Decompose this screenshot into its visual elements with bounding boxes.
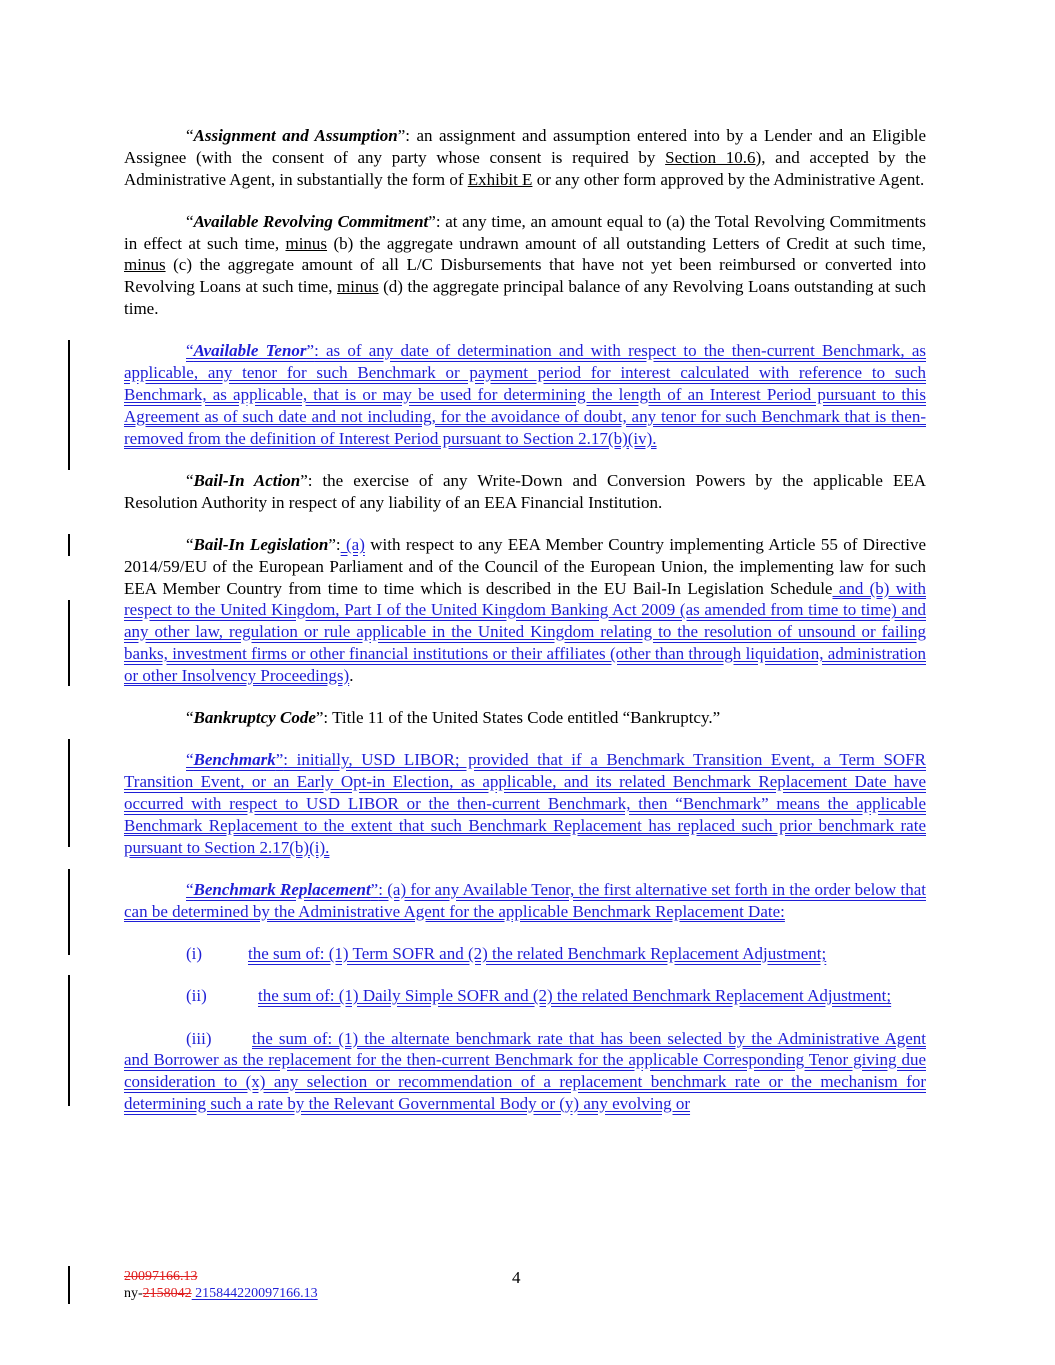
defined-term: Benchmark: [193, 750, 276, 770]
definition-available-revolving-commitment: “Available Revolving Commitment”: at any time, an amount equal to (a) the Total Revolving Commitments in effect at such time, minus (b) the aggregate undrawn amount of all outstanding Letters of Credit at such time, minus (c) the aggregate amount of all L/C Disbursements that have not yet been reimbursed or converted into Revolving Loans at such time, minus (d) the aggregate principal balance of any Revolving Loans outstanding at such time.: [124, 211, 926, 319]
minus-term: minus: [337, 277, 379, 297]
change-bar: [68, 600, 70, 686]
change-bar: [68, 739, 70, 847]
defined-term: Bankruptcy Code: [193, 708, 316, 728]
change-bar: [68, 1018, 70, 1106]
change-bar: [68, 975, 70, 1019]
definition-bail-in-legislation: “Bail-In Legislation”: (a) with respect to any EEA Member Country implementing Article 55 of Directive 2014/59/EU of the European Parliament and of the Council of the European Union, the implementing law for such EEA Member Country from time to time which is described in the EU Bail-In Legislation Schedule and (b) with respect to the United Kingdom, Part I of the United Kingdom Banking Act 2009 (as amended from time to time) and any other law, regulation or rule applicable in the United Kingdom relating to the resolution of unsound or failing banks, investment firms or other financial institutions or their affiliates (other than through liquidation, administration or other Insolvency Proceedings).: [124, 534, 926, 687]
item-number: (iii): [186, 1028, 212, 1048]
list-item: (i) the sum of: (1) Term SOFR and (2) the related Benchmark Replacement Adjustment;: [124, 943, 926, 965]
change-bar: [68, 869, 70, 935]
list-item: (iii) the sum of: (1) the alternate benchmark rate that has been selected by the Administrative Agent and Borrower as the replacement for the then-current Benchmark for the applicable Corresponding Tenor giving due consideration to (x) any selection or recommendation of a replacement benchmark rate or the mechanism for determining such a rate by the Relevant Governmental Body or (y) any evolving or: [124, 1028, 926, 1115]
minus-term: minus: [285, 233, 328, 253]
defined-term: Available Revolving Commitment: [193, 211, 429, 231]
inserted-text: and (b) with respect to the United Kingdom, Part I of the United Kingdom Banking Act 2009 (as amended from time to time) and any other law, regulation or rule applicable in the United Kingdom relating to the resolution of unsound or failing banks, investment firms or other financial institutions or their affiliates (other than through liquidation, administration or other Insolvency Proceedings): [124, 578, 927, 685]
defined-term: Available Tenor: [193, 341, 307, 361]
exhibit-reference: Exhibit E: [467, 169, 533, 189]
defined-term: Bail-In Legislation: [193, 534, 329, 554]
defined-term: Bail-In Action: [193, 470, 301, 490]
deleted-doc-id: 20097166.13: [124, 1269, 198, 1284]
definition-bail-in-action: “Bail-In Action”: the exercise of any Write-Down and Conversion Powers by the applicable EEA Resolution Authority in respect of any liability of an EEA Financial Institution.: [124, 470, 926, 512]
definition-bankruptcy-code: “Bankruptcy Code”: Title 11 of the United States Code entitled “Bankruptcy.”: [186, 708, 721, 728]
deleted-doc-number: 2158042: [142, 1286, 192, 1301]
page-number: 4: [512, 1268, 521, 1287]
defined-term: Benchmark Replacement: [193, 879, 371, 899]
definition-benchmark: “Benchmark”: initially, USD LIBOR; provided that if a Benchmark Transition Event, a Term SOFR Transition Event, or an Early Opt-in Election, as applicable, and its related Benchmark Replacement Date have occurred with respect to USD LIBOR or the then-current Benchmark, then “Benchmark” means the applicable Benchmark Replacement to the extent that such Benchmark Replacement has replaced such prior benchmark rate pursuant to Section 2.17(b)(i).: [124, 749, 926, 858]
minus-term: minus: [124, 255, 166, 275]
document-body: [124, 125, 926, 1135]
change-bar: [68, 340, 70, 470]
inserted-doc-number: 215844220097166.13: [191, 1286, 318, 1301]
item-number: (ii): [186, 986, 207, 1006]
change-bar: [68, 1266, 70, 1304]
definition-benchmark-replacement: “Benchmark Replacement”: (a) for any Available Tenor, the first alternative set forth in the order below that can be determined by the Administrative Agent for the applicable Benchmark Replacement Date:: [124, 879, 926, 923]
item-number: (i): [186, 943, 203, 963]
page-footer: [124, 1268, 926, 1302]
definition-assignment-and-assumption: “Assignment and Assumption”: an assignment and assumption entered into by a Lender and an Eligible Assignee (with the consent of any party whose consent is required by Section 10.6), and accepted by the Administrative Agent, in substantially the form of Exhibit E or any other form approved by the Administrative Agent.: [124, 126, 926, 189]
defined-term: Assignment and Assumption: [193, 126, 398, 145]
change-bar: [68, 933, 70, 955]
inserted-text: (a): [340, 534, 365, 554]
list-item: (ii) the sum of: (1) Daily Simple SOFR and (2) the related Benchmark Replacement Adjustment;: [124, 985, 926, 1007]
doc-id-line: ny-2158042 215844220097166.13: [124, 1286, 318, 1301]
definition-available-tenor: “Available Tenor”: as of any date of determination and with respect to the then-current Benchmark, as applicable, any tenor for such Benchmark or payment period for interest calculated with reference to such Benchmark, as applicable, that is or may be used for determining the length of an Interest Period pursuant to this Agreement as of such date and not including, for the avoidance of doubt, any tenor for such Benchmark that is then-removed from the definition of Interest Period pursuant to Section 2.17(b)(iv).: [124, 340, 926, 449]
section-reference: Section 10.6: [665, 147, 756, 167]
change-bar: [68, 534, 70, 556]
